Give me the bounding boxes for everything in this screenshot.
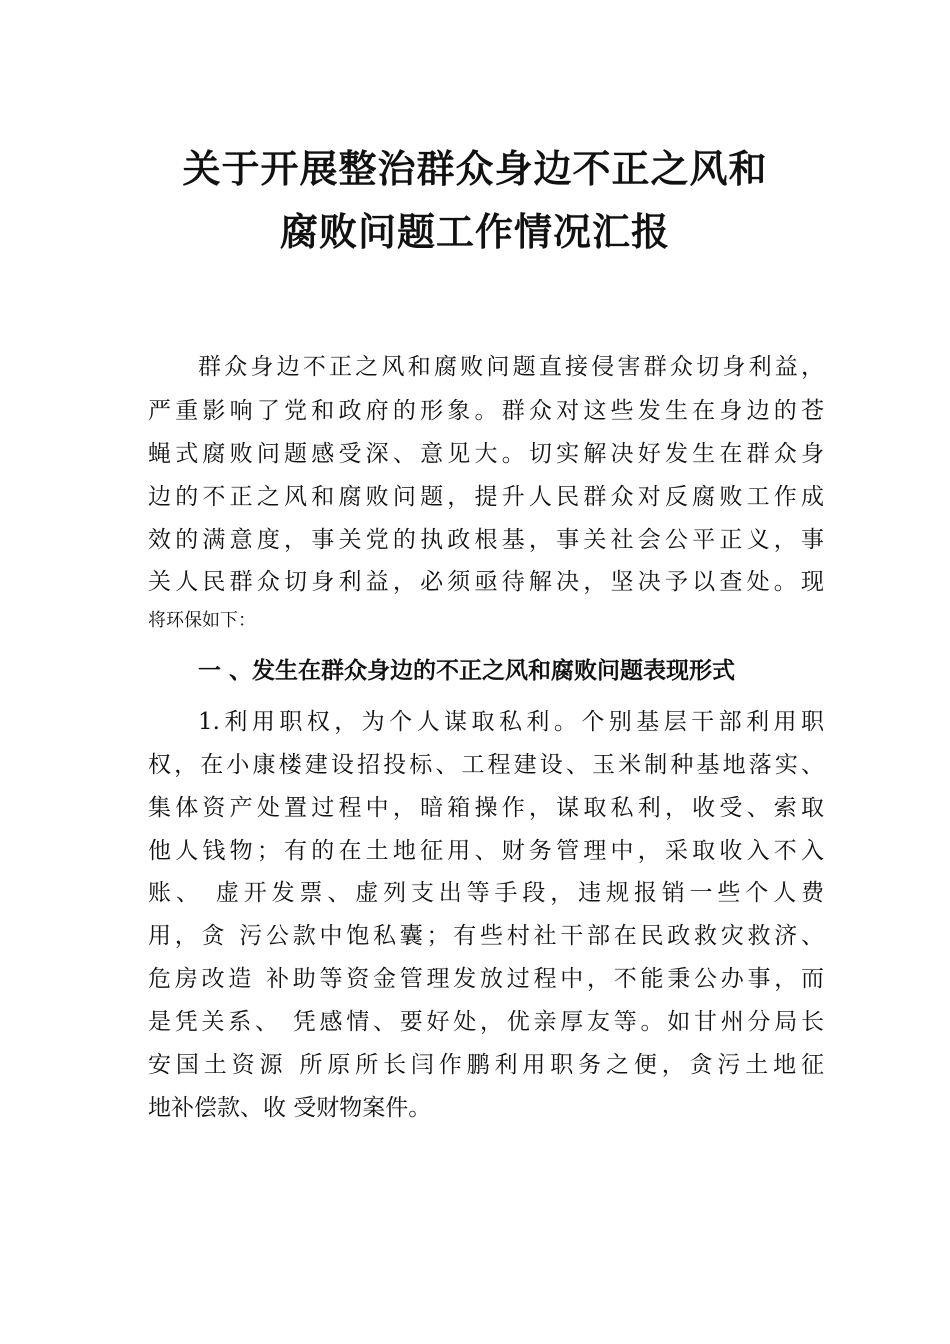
item-paragraph-line: 安国土资源 所原所长闫作鹏利用职务之便，贪污土地征	[148, 1052, 824, 1078]
intro-paragraph-line: 蝇式腐败问题感受深、意见大。切实解决好发生在群众身	[148, 441, 824, 467]
item-paragraph-line: 集体资产处置过程中，暗箱操作，谋取私利，收受、索取	[148, 795, 824, 821]
intro-paragraph-line: 群众身边不正之风和腐败问题直接侵害群众切身利益，	[198, 354, 824, 380]
item-paragraph-line: 权，在小康楼建设招投标、工程建设、玉米制种基地落实、	[148, 752, 824, 778]
intro-paragraph-line: 严重影响了党和政府的形象。群众对这些发生在身边的苍	[148, 398, 824, 424]
item-paragraph-line: 用，贪 污公款中饱私囊；有些村社干部在民政救灾救济、	[148, 923, 824, 949]
intro-paragraph-line: 将环保如下：	[148, 610, 256, 631]
section-heading: 一 、发生在群众身边的不正之风和腐败问题表现形式	[198, 658, 736, 684]
item-paragraph-line: 是凭关系、 凭感情、要好处，优亲厚友等。如甘州分局长	[148, 1009, 824, 1035]
intro-paragraph-line: 关人民群众切身利益，必须亟待解决，坚决予以查处。现	[148, 569, 824, 595]
item-paragraph-line: 账、 虚开发票、虚列支出等手段，违规报销一些个人费	[148, 880, 824, 906]
item-paragraph-line: 危房改造 补助等资金管理发放过程中，不能秉公办事，而	[148, 966, 824, 992]
document-title-line-1: 关于开展整治群众身边不正之风和	[182, 147, 768, 191]
document-title-line-2: 腐败问题工作情况汇报	[279, 210, 670, 254]
item-paragraph-line: 他人钱物；有的在土地征用、财务管理中，采取收入不入	[148, 838, 824, 864]
intro-paragraph-line: 效的满意度，事关党的执政根基，事关社会公平正义，事	[148, 527, 824, 553]
item-paragraph-line: 1.利用职权，为个人谋取私利。个别基层干部利用职	[198, 709, 824, 735]
intro-paragraph-line: 边的不正之风和腐败问题，提升人民群众对反腐败工作成	[148, 484, 824, 510]
item-paragraph-line: 地补偿款、收 受财物案件。	[148, 1095, 432, 1121]
